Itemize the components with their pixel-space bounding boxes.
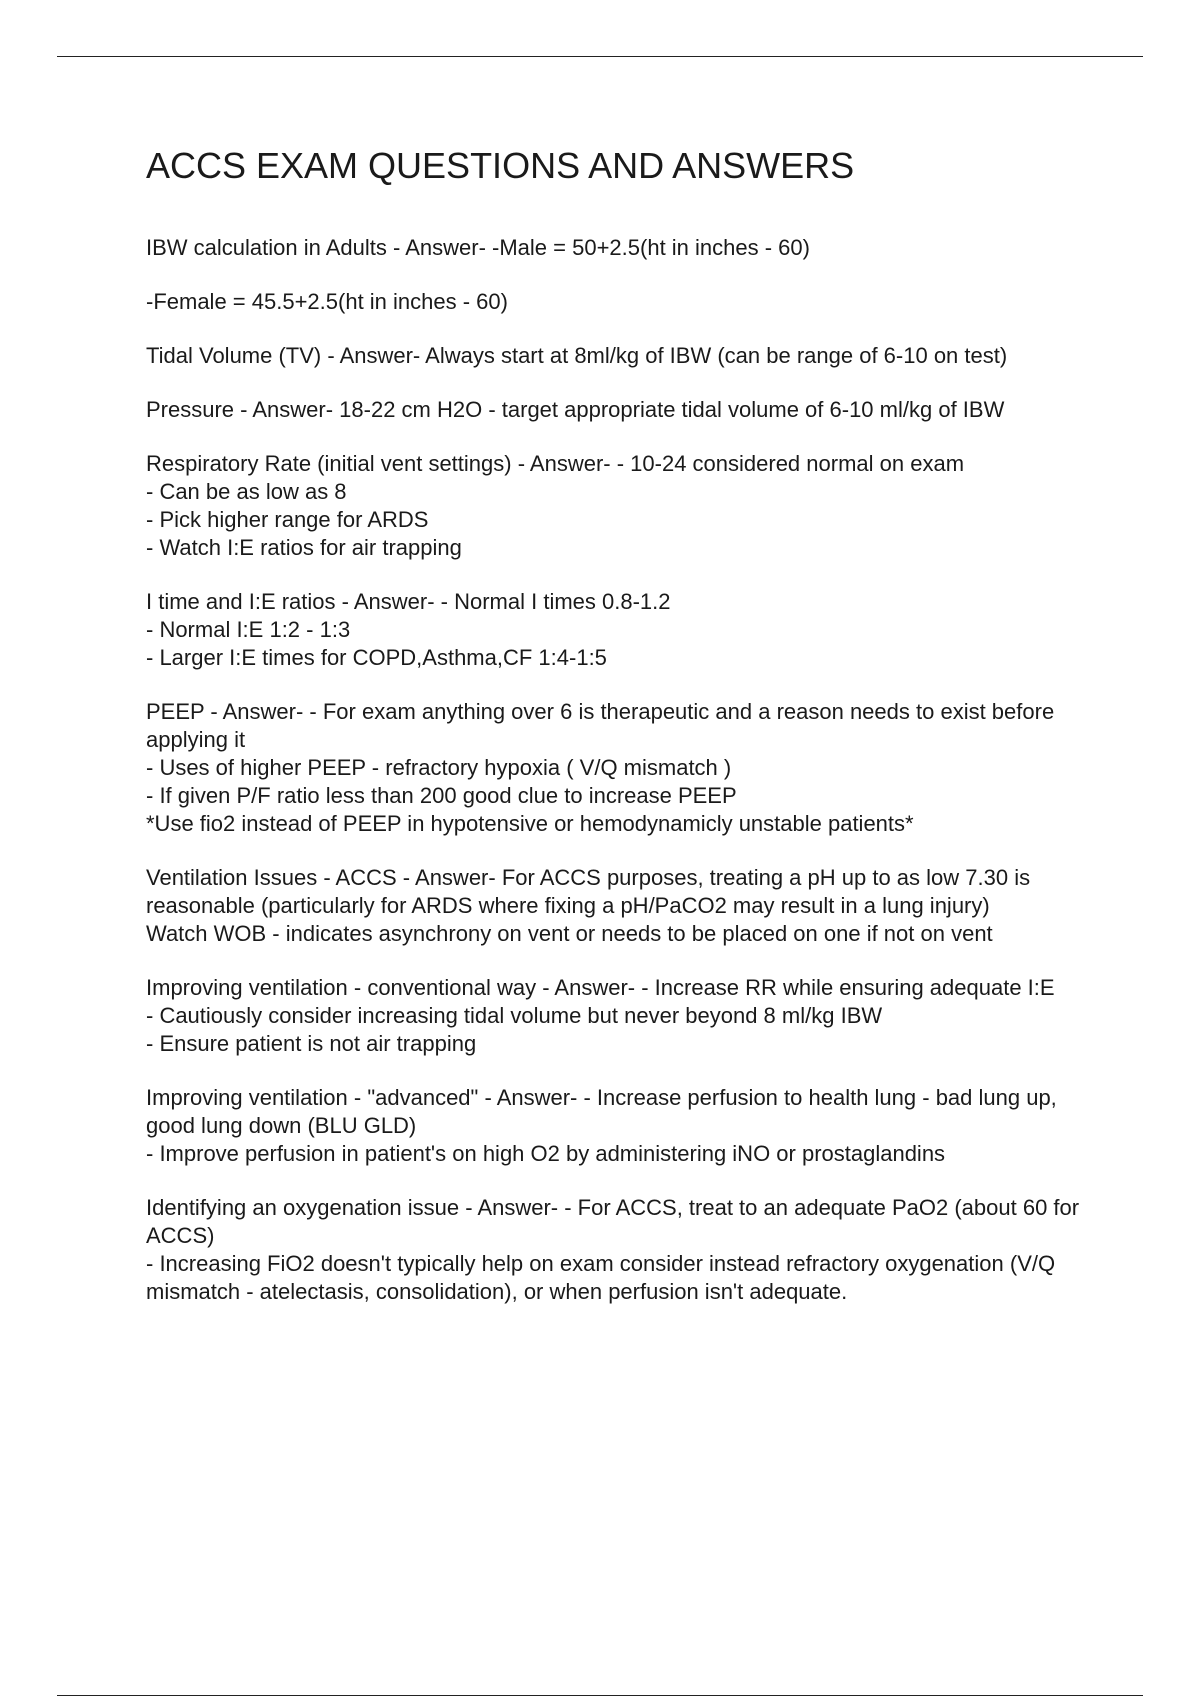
qa-question-line: Ventilation Issues - ACCS - Answer- For ACCS purposes, treating a pH up to as low 7.30 is reasonable (particularly for ARDS where fixing a pH/PaCO2 may result in a lung injury) xyxy=(146,865,1031,918)
qa-detail-line: - Improve perfusion in patient's on high O2 by administering iNO or prostaglandins xyxy=(146,1141,946,1166)
qa-entry xyxy=(146,342,1096,370)
qa-detail-line: - Cautiously consider increasing tidal volume but never beyond 8 ml/kg IBW xyxy=(146,1003,883,1028)
qa-detail-line: Watch WOB - indicates asynchrony on vent or needs to be placed on one if not on vent xyxy=(146,921,993,946)
qa-detail-line: - Increasing FiO2 doesn't typically help on exam consider instead refractory oxygenation (V/Q mismatch - atelectasis, consolidation), or when perfusion isn't adequate. xyxy=(146,1251,1056,1304)
qa-detail-line: - Uses of higher PEEP - refractory hypoxia ( V/Q mismatch ) xyxy=(146,755,732,780)
qa-entry xyxy=(146,864,1096,948)
qa-list xyxy=(146,234,1096,1306)
qa-question-line: IBW calculation in Adults - Answer- -Male = 50+2.5(ht in inches - 60) xyxy=(146,235,810,260)
qa-question-line: Improving ventilation - conventional way - Answer- - Increase RR while ensuring adequate I:E xyxy=(146,975,1055,1000)
qa-question-line: PEEP - Answer- - For exam anything over 6 is therapeutic and a reason needs to exist before applying it xyxy=(146,699,1055,752)
qa-entry xyxy=(146,588,1096,672)
qa-question-line: Tidal Volume (TV) - Answer- Always start at 8ml/kg of IBW (can be range of 6-10 on test) xyxy=(146,343,1008,368)
qa-detail-line: *Use fio2 instead of PEEP in hypotensive or hemodynamicly unstable patients* xyxy=(146,811,914,836)
qa-detail-line: - Normal I:E 1:2 - 1:3 xyxy=(146,617,351,642)
qa-detail-line: - Larger I:E times for COPD,Asthma,CF 1:4-1:5 xyxy=(146,645,607,670)
qa-detail-line: - If given P/F ratio less than 200 good clue to increase PEEP xyxy=(146,783,737,808)
qa-detail-line: - Pick higher range for ARDS xyxy=(146,507,429,532)
document-body xyxy=(146,140,1096,1332)
qa-detail-line: - Ensure patient is not air trapping xyxy=(146,1031,477,1056)
qa-entry xyxy=(146,1194,1096,1306)
qa-detail-line: - Can be as low as 8 xyxy=(146,479,347,504)
qa-entry xyxy=(146,450,1096,562)
footer-rule xyxy=(57,1695,1143,1696)
qa-question-line: -Female = 45.5+2.5(ht in inches - 60) xyxy=(146,289,508,314)
qa-question-line: I time and I:E ratios - Answer- - Normal I times 0.8-1.2 xyxy=(146,589,671,614)
header-rule xyxy=(57,56,1143,57)
qa-entry xyxy=(146,698,1096,838)
qa-entry xyxy=(146,1084,1096,1168)
qa-question-line: Respiratory Rate (initial vent settings) - Answer- - 10-24 considered normal on exam xyxy=(146,451,965,476)
qa-question-line: Improving ventilation - "advanced" - Answer- - Increase perfusion to health lung - bad lung up, good lung down (BLU GLD) xyxy=(146,1085,1057,1138)
qa-entry xyxy=(146,974,1096,1058)
page-title: ACCS EXAM QUESTIONS AND ANSWERS xyxy=(146,145,855,186)
qa-entry xyxy=(146,288,1096,316)
qa-entry xyxy=(146,234,1096,262)
qa-detail-line: - Watch I:E ratios for air trapping xyxy=(146,535,462,560)
qa-question-line: Pressure - Answer- 18-22 cm H2O - target appropriate tidal volume of 6-10 ml/kg of IBW xyxy=(146,397,1005,422)
qa-question-line: Identifying an oxygenation issue - Answer- - For ACCS, treat to an adequate PaO2 (about 60 for ACCS) xyxy=(146,1195,1080,1248)
qa-entry xyxy=(146,396,1096,424)
